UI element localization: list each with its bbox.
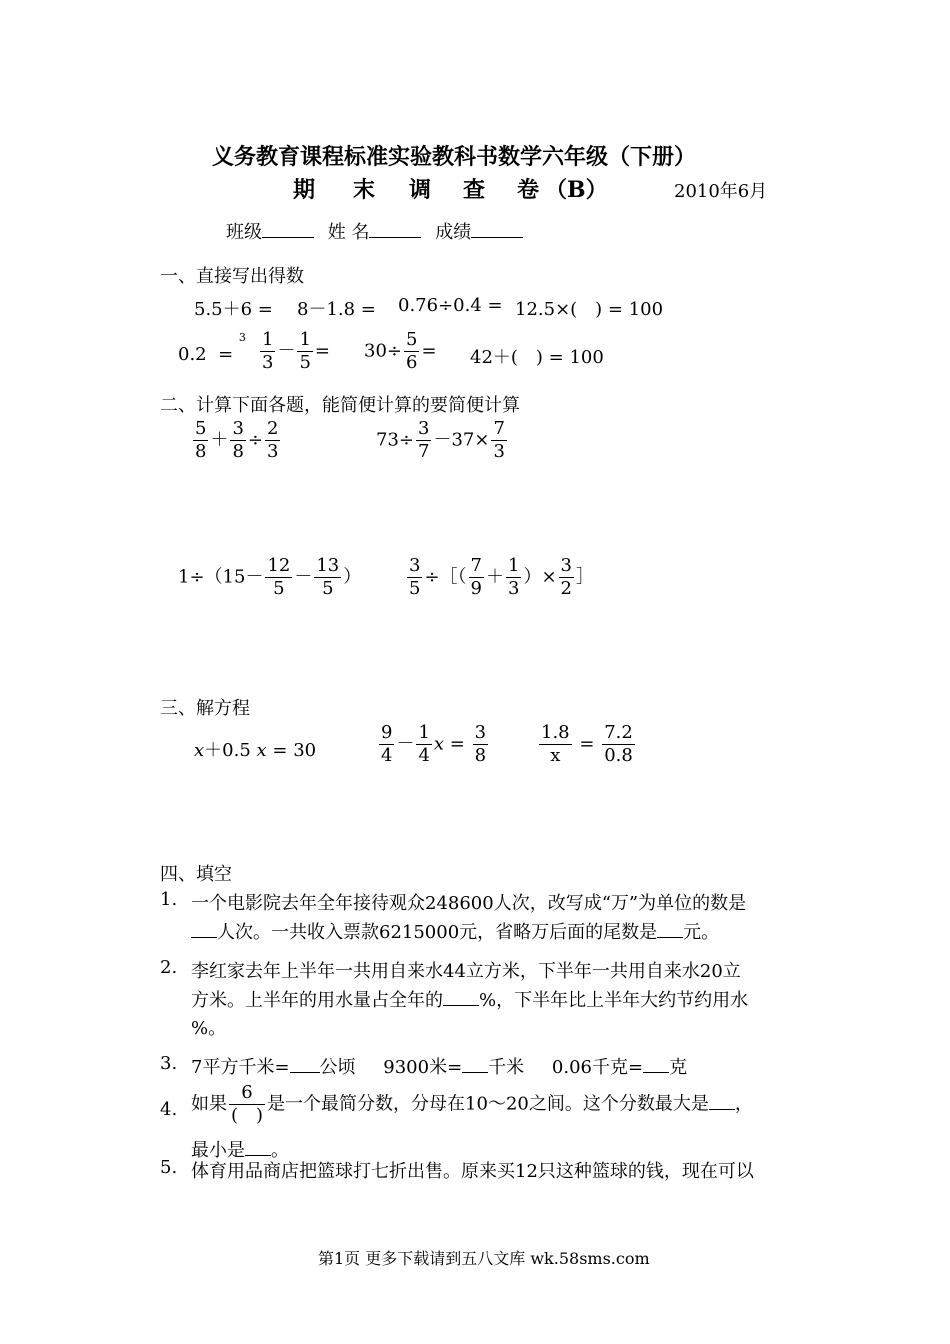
s1-r2-item4: 42＋( ) = 100	[470, 347, 604, 368]
section3-heading: 三、解方程	[160, 698, 250, 719]
section1-heading: 一、直接写出得数	[160, 266, 304, 287]
q5-number: 5.	[160, 1157, 178, 1178]
q4-line2: 最小是 。	[191, 1140, 289, 1161]
q1-blank1[interactable]	[191, 921, 217, 938]
s1-r1-item4: 12.5×( ) = 100	[515, 299, 664, 320]
q4-fraction: $\frac{6}{( )}$	[231, 1082, 264, 1126]
q2-number: 2.	[160, 957, 178, 978]
q5-line1: 体育用品商店把篮球打七折出售。原来买12只这种篮球的钱，现在可以	[191, 1161, 754, 1182]
q4-line1: 如果 $\frac{6}{( )}$ 是一个最简分数，分母在10～20之间。这个分数最大是 ，	[191, 1082, 753, 1126]
subtitle-char-4: 查	[463, 177, 486, 203]
s1-r2-a-base: 0.2	[178, 344, 207, 365]
class-label: 班级	[226, 222, 262, 243]
s2-problem3: 1÷（15－ $\frac{12}{5}$ － $\frac{13}{5}$ ）	[178, 555, 362, 599]
q3-blank2[interactable]	[462, 1056, 488, 1073]
q3-line: 7平方千米= 公顷 9300米= 千米 0.06千克= 克	[191, 1057, 688, 1078]
page-footer: 第1页 更多下载请到五八文库 wk.58sms.com	[318, 1249, 650, 1268]
score-blank[interactable]	[471, 221, 523, 238]
name-blank[interactable]	[369, 221, 421, 238]
q2-blank1[interactable]	[443, 989, 479, 1006]
section4-heading: 四、填空	[160, 864, 232, 885]
frac-1-3: $\frac{1}{3}$	[262, 329, 274, 373]
exam-date: 2010年6月	[674, 181, 768, 202]
s1-r2-item1	[178, 331, 246, 365]
s2-problem1: $\frac{5}{8}$ ＋ $\frac{3}{8}$ ÷ $\frac{2}{3}$	[195, 418, 279, 462]
s3-equation1: x＋0.5 x = 30	[194, 740, 317, 761]
s1-r1-item3: 0.76÷0.4 =	[398, 295, 503, 316]
frac-5-6: $\frac{5}{6}$	[406, 329, 418, 373]
frac-1-5: $\frac{1}{5}$	[299, 329, 311, 373]
q4-blank1[interactable]	[709, 1093, 735, 1110]
q3-blank1[interactable]	[290, 1056, 320, 1073]
subtitle-char-5: 卷	[517, 177, 540, 203]
s1-r1-item2: 8－1.8 =	[297, 299, 376, 320]
q3-blank3[interactable]	[643, 1056, 669, 1073]
name-label: 姓 名	[327, 222, 370, 243]
q4-number: 4.	[160, 1099, 178, 1120]
s3-equation3: $\frac{1.8}{x}$ = $\frac{7.2}{0.8}$	[541, 722, 633, 766]
score-label: 成绩	[435, 222, 472, 243]
q2-line1: 李红家去年上半年一共用自来水44立方米，下半年一共用自来水20立	[191, 961, 741, 982]
s1-r2-item2: $\frac{1}{3}$ － $\frac{1}{5}$ =	[262, 329, 330, 373]
s2-problem4: $\frac{3}{5}$ ÷［（ $\frac{7}{9}$ ＋ $\frac{1}{3}$ ）× $\frac{3}{2}$ ］	[409, 555, 594, 599]
page-title: 义务教育课程标准实验教科书数学六年级（下册）	[212, 144, 697, 170]
subtitle-char-2: 末	[353, 177, 376, 203]
s3-equation2: $\frac{9}{4}$ － $\frac{1}{4}$ x = $\frac{3}{8}$	[381, 722, 487, 766]
q2-line3: %。	[191, 1018, 227, 1039]
section2-heading: 二、计算下面各题，能简便计算的要简便计算	[160, 395, 520, 416]
q1-blank2[interactable]	[657, 921, 683, 938]
subtitle-char-3: 调	[409, 177, 432, 203]
s1-r2-a-sup: 3	[238, 331, 246, 344]
subtitle-b: （B）	[545, 177, 608, 203]
q1-line1: 一个电影院去年全年接待观众248600人次，改写成“万”为单位的数是	[191, 893, 747, 914]
subtitle-char-1: 期	[293, 177, 316, 203]
student-info-row	[226, 218, 523, 244]
s1-r1-item1: 5.5＋6 =	[194, 299, 273, 320]
q3-number: 3.	[160, 1053, 178, 1074]
s1-r2-item3: 30÷ $\frac{5}{6}$ =	[364, 329, 437, 373]
q4-blank2[interactable]	[245, 1139, 271, 1156]
q1-number: 1.	[160, 889, 178, 910]
q1-line2: 人次。一共收入票款6215000元，省略万后面的尾数是 元。	[191, 918, 719, 944]
class-blank[interactable]	[262, 221, 314, 238]
s2-problem2: 73÷ $\frac{3}{7}$ －37× $\frac{7}{3}$	[376, 418, 505, 462]
q2-line2: 方米。上半年的用水量占全年的 %，下半年比上半年大约节约用水	[191, 990, 749, 1011]
s1-r2-a-eq: =	[218, 344, 234, 365]
